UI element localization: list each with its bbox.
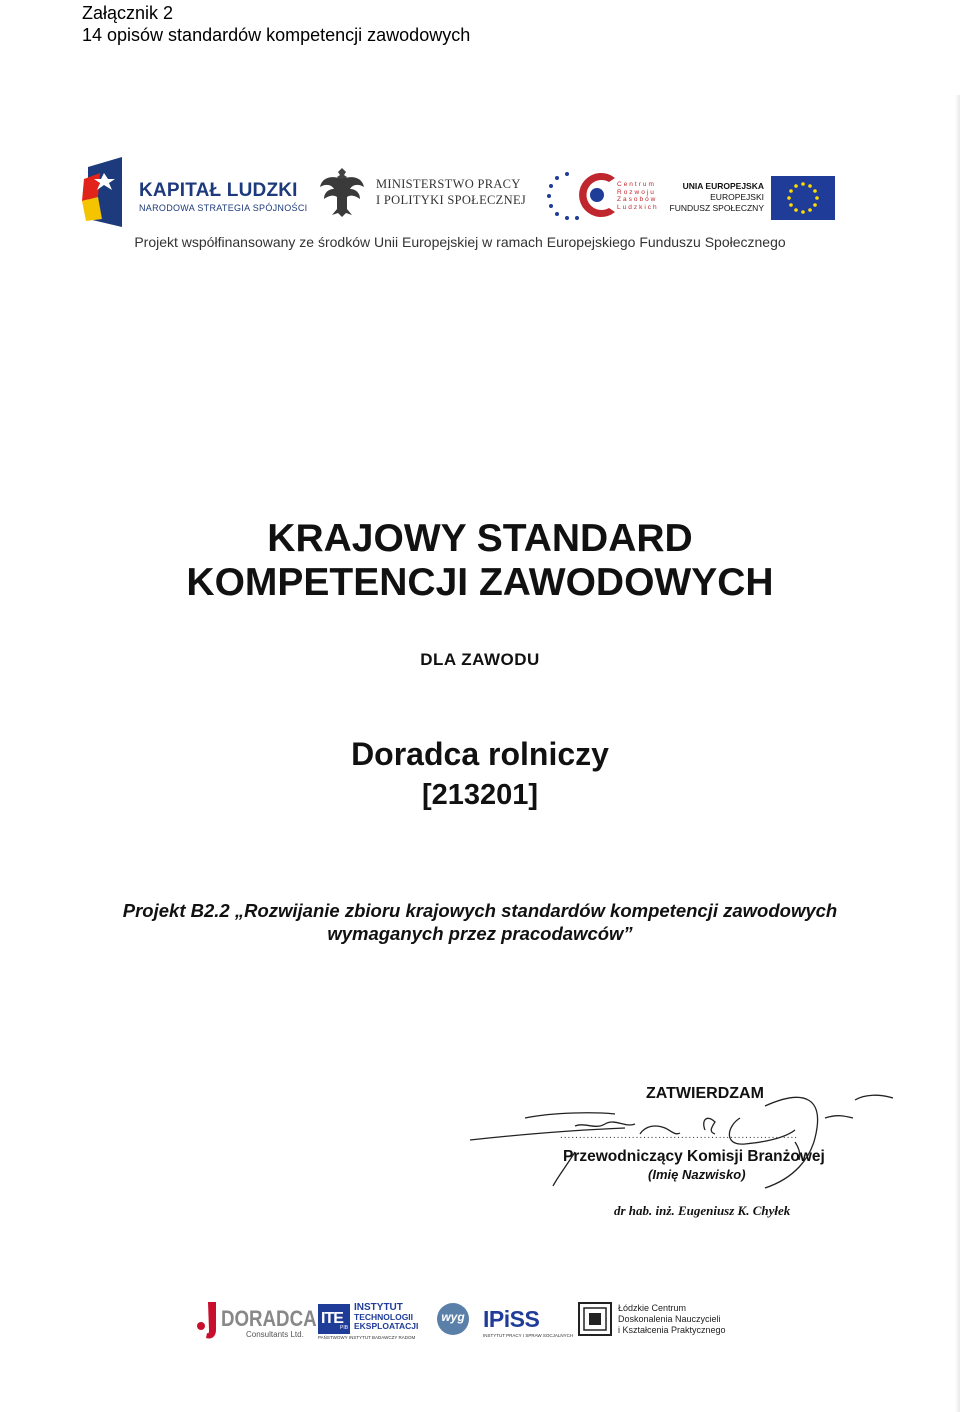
ipiss-sub: INSTYTUT PRACY I SPRAW SOCJALNYCH bbox=[483, 1333, 574, 1338]
eu-line2: EUROPEJSKI bbox=[710, 192, 764, 202]
itee-logo bbox=[318, 1302, 433, 1342]
wyg-logo bbox=[437, 1303, 469, 1335]
kapital-ludzki-subtitle: NARODOWA STRATEGIA SPÓJNOŚCI bbox=[139, 203, 308, 213]
title-line2: KOMPETENCJI ZAWODOWYCH bbox=[186, 561, 774, 604]
eu-logo bbox=[668, 176, 838, 220]
crzl-line4: Ludzkich bbox=[617, 203, 659, 211]
crzl-text bbox=[617, 181, 659, 211]
project-line2: wymaganych przez pracodawców” bbox=[327, 923, 633, 944]
committee-chair-role: Przewodniczący Komisji Branżowej bbox=[563, 1148, 825, 1165]
doradca-j-mark-icon bbox=[196, 1302, 218, 1340]
doradca-sub: Consultants Ltd. bbox=[246, 1330, 304, 1339]
cofinancing-note: Projekt współfinansowany ze środków Unii Europejskiej w ramach Europejskiego Funduszu Społecznego bbox=[134, 234, 786, 250]
signature-dotted-line: ............................................................... bbox=[560, 1130, 799, 1141]
title-line1: KRAJOWY STANDARD bbox=[267, 517, 693, 560]
crzl-line1: Centrum bbox=[617, 181, 656, 188]
lodz-centre-logo bbox=[578, 1302, 738, 1340]
lodz-centre-text bbox=[618, 1303, 726, 1336]
eu-text bbox=[668, 181, 764, 214]
ministry-logo bbox=[318, 165, 533, 220]
eu-line1: UNIA EUROPEJSKA bbox=[682, 181, 764, 191]
doradca-name: DORADCA bbox=[221, 1306, 317, 1331]
signatory-stamp-name: dr hab. inż. Eugeniusz K. Chyłek bbox=[614, 1203, 791, 1218]
wyg-mark: wyg bbox=[441, 1310, 465, 1324]
annex-description: 14 opisów standardów kompetencji zawodowych bbox=[82, 25, 471, 45]
itee-mark: ITE bbox=[321, 1310, 343, 1327]
lodz-centre-square-icon bbox=[578, 1302, 612, 1336]
itee-line1: INSTYTUT bbox=[354, 1302, 403, 1313]
crzl-logo bbox=[543, 168, 658, 220]
annex-label: Załącznik 2 bbox=[82, 3, 174, 23]
crzl-line2: Rozwoju bbox=[617, 188, 656, 196]
crzl-line3: Zasobów bbox=[617, 196, 658, 203]
itee-line3: EKSPLOATACJI bbox=[354, 1321, 419, 1331]
itee-text bbox=[354, 1303, 418, 1332]
profession-name: Doradca rolniczy bbox=[351, 736, 609, 772]
eu-line3: FUNDUSZ SPOŁECZNY bbox=[669, 203, 764, 213]
eu-flag-icon bbox=[771, 176, 835, 220]
crzl-stars-emblem-icon bbox=[543, 168, 623, 220]
itee-sub: PAŃSTWOWY INSTYTUT BADAWCZY RADOM bbox=[318, 1335, 416, 1340]
doradca-logo bbox=[196, 1302, 317, 1344]
ministry-line1: MINISTERSTWO PRACY bbox=[376, 177, 521, 191]
profession-code: [213201] bbox=[421, 779, 539, 811]
ipiss-mark: IPiSS bbox=[483, 1306, 540, 1332]
lodz-line2: Doskonalenia Nauczycieli bbox=[618, 1314, 721, 1324]
kapital-ludzki-title: KAPITAŁ LUDZKI bbox=[139, 180, 298, 201]
for-profession-label: DLA ZAWODU bbox=[420, 650, 540, 669]
kapital-ludzki-emblem-icon bbox=[82, 157, 124, 227]
polish-eagle-icon bbox=[318, 165, 366, 219]
approval-label: ZATWIERDZAM bbox=[646, 1085, 764, 1102]
kapital-ludzki-logo bbox=[82, 157, 312, 227]
itee-line2: TECHNOLOGII bbox=[354, 1311, 414, 1322]
itee-pib: PIB bbox=[340, 1325, 349, 1331]
ministry-line2: I POLITYKI SPOŁECZNEJ bbox=[376, 193, 527, 207]
lodz-line1: Łódzkie Centrum bbox=[618, 1303, 687, 1313]
ipiss-logo bbox=[483, 1306, 574, 1340]
name-field-label: (Imię Nazwisko) bbox=[648, 1167, 746, 1182]
project-line1: Projekt B2.2 „Rozwijanie zbioru krajowych standardów kompetencji zawodowych bbox=[122, 900, 838, 921]
lodz-line3: i Kształcenia Praktycznego bbox=[618, 1325, 726, 1335]
